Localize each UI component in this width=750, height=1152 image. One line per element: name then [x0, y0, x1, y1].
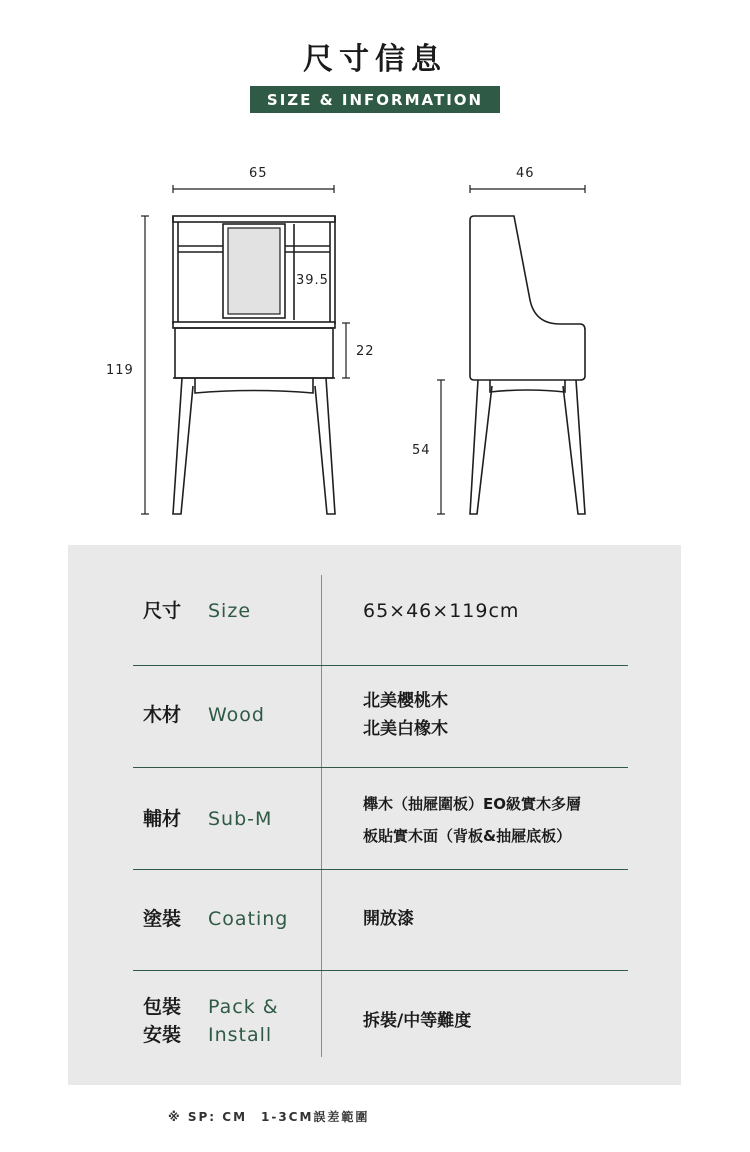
spec-value: 北美櫻桃木	[363, 691, 448, 711]
spec-value: 北美白橡木	[363, 719, 448, 739]
spec-value: 開放漆	[363, 909, 414, 929]
spec-value: 板貼實木面（背板&抽屜底板）	[363, 827, 572, 845]
spec-label-zh: 木材	[143, 704, 182, 726]
spec-label-en: Wood	[208, 704, 265, 726]
height-label: 119	[106, 363, 134, 378]
measurement-note: ※ SP: CM 1-3CM誤差範圍	[168, 1110, 370, 1124]
spec-label-en: Coating	[208, 908, 289, 930]
spec-value: 拆裝/中等難度	[363, 1011, 472, 1031]
spec-label-zh: 尺寸	[143, 600, 182, 622]
spec-label-en: Size	[208, 600, 252, 622]
dimension-diagram	[0, 150, 750, 530]
spec-table	[68, 545, 681, 1085]
page-subtitle-banner: SIZE & INFORMATION	[250, 86, 500, 113]
spec-label-zh: 安裝	[143, 1024, 182, 1046]
spec-value: 65×46×119cm	[363, 600, 520, 622]
drawer-height-label: 22	[356, 344, 375, 359]
column-divider	[321, 575, 322, 1057]
spec-label-en: Sub-M	[208, 808, 273, 830]
spec-label-zh: 包裝	[143, 996, 182, 1018]
mirror-height-label: 39.5	[296, 273, 329, 288]
spec-label-en: Install	[208, 1024, 273, 1046]
depth-label: 46	[516, 166, 535, 181]
seat-height-label: 54	[412, 443, 431, 458]
row-divider	[133, 767, 628, 768]
drawer	[173, 322, 335, 328]
row-divider	[133, 869, 628, 870]
spec-label-en: Pack &	[208, 996, 279, 1018]
spec-label-zh: 輔材	[143, 808, 182, 830]
chair-side-view	[470, 216, 585, 514]
row-divider	[133, 665, 628, 666]
vanity-front-view	[173, 216, 335, 514]
spec-value: 櫸木（抽屜圍板）EO級實木多層	[363, 795, 581, 813]
row-divider	[133, 970, 628, 971]
width-label: 65	[249, 166, 268, 181]
spec-label-zh: 塗裝	[143, 908, 182, 930]
page-title: 尺寸信息	[303, 42, 447, 77]
